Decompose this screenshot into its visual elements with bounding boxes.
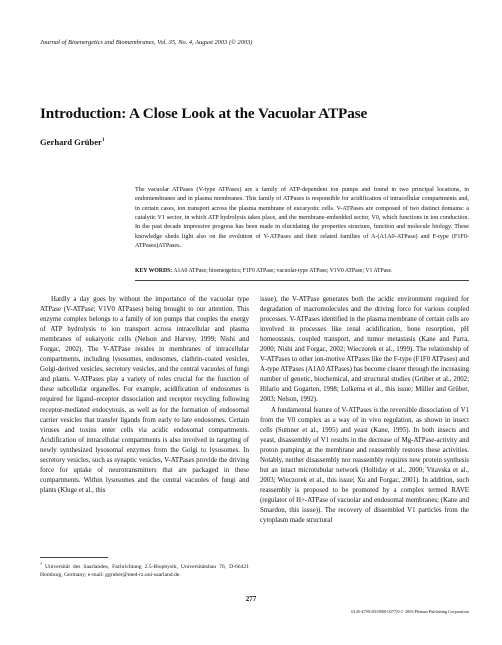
article-title: Introduction: A Close Look at the Vacuolar ATPase <box>40 105 368 123</box>
abstract: The vacuolar ATPases (V-type ATPases) are a family of ATP-dependent ion pumps and found in two principal locations, in endomembranes and in plasma membranes. This family of ATPases is responsible for acidification of intracellular compartments and, in certain cases, ion transport across the plasma membrane of eucaryotic cells. V-ATPases are composed of two distinct domains: a catalytic V1 sector, in which ATP hydrolysis takes place, and the membrane-embedded sector, V0, which functions in ion conduction. In the past decade impressive progress has been made in elucidating the properties structure, function and molecule biology. These knowledge sheds light also on the evolution of V-ATPases and their related families of A-(A1A0-ATPase) and F-type (F1F0-ATPases)ATPases. <box>135 186 469 250</box>
abstract-divider <box>135 280 469 281</box>
page-number: 277 <box>245 595 257 603</box>
copyright-line: 0145-479X/03/0800-0277/0 © 2003 Plenum Publishing Corporation <box>351 609 469 614</box>
author-footnote-mark: 1 <box>101 137 105 144</box>
body-column-left <box>40 295 249 496</box>
footnote-divider <box>40 557 108 558</box>
keywords <box>135 267 469 275</box>
keywords-list: A1A0 ATPase; bioenergetics; F1F0 ATPase; vacuolar-type ATPase; V1V0 ATPase; V1 ATPase. <box>173 268 393 274</box>
footnote-text: Universität des Saarlandes, Fachrichtung 2.5-Biophysik, Universitätsbau 76, D-66421 Homburg, Germany; e-mail: ggruber@med-rz.uni-saarland.de. <box>40 563 249 578</box>
body-paragraph: Hardly a day goes by without the importance of the vacuolar type ATPase (V-ATPase; V1V0 ATPases) being brought to our attention. This enzyme complex belongs to a family of ion pumps that couples the energy of ATP hydrolysis to ion transport across intracellular and plasma membranes of eukaryotic cells (Nelson and Harvey, 1999; Nishi and Forgac, 2002). The V-ATPase resides in membranes of intracellular compartments, including lysosomes, endosomes, clathrin-coated vesicles, Golgi-derived vesicles, secretory vesicles, and the central vacuoles of fungi and plants. V-ATPases play a variety of roles crucial for the function of these subcellular organelles. For example, acidification of endosomes is required for ligand–receptor dissociation and receptor recycling following receptor-mediated endocytosis, as well as for the formation of endosomal carrier vesicles that transfer ligands from early to late endosomes. Certain viruses and toxins enter cells via acidic endosomal compartments. Acidification of intracellular compartments is also involved in targeting of newly synthesized lysosomal enzymes from the Golgi to lysosomes. In secretory vesicles, such as synaptic vesicles, V-ATPases provide the driving force for uptake of neurotransmitters that are packaged in these compartments. Within lysosomes and the central vacuoles of fungi and plants (Kluge et al., this <box>40 296 249 494</box>
footnote <box>40 560 249 579</box>
author-line <box>40 137 105 147</box>
footnote-mark: 1 <box>40 561 42 566</box>
body-paragraph: issue), the V-ATPase generates both the acidic environment required for degradation of macromolecules and the driving force for various coupled processes. V-ATPases identified in the plasma membrane of certain cells are involved in processes like renal acidification, bone resorption, pH homeostasis, coupled transport, and tumor metastasis (Kane and Parra, 2000; Nishi and Forgac, 2002; Wieczorek et al., 1999). The relationship of V-ATPases to other ion-motive ATPases like the F-type (F1F0 ATPases) and A-type ATPases (A1A0 ATPases) has become clearer through the increasing number of genetic, biochemical, and structural studies (Grüber et al., 2002; Hilario and Gogarten, 1998; Lolkema et al., this issue; Müller and Grüber, 2003; Nelson, 1992). <box>260 296 469 404</box>
keywords-label: KEY WORDS: <box>135 268 173 274</box>
body-column-right <box>260 295 469 526</box>
journal-header: Journal of Bioenergetics and Biomembranes, Vol. 35, No. 4, August 2003 (© 2003) <box>40 39 253 46</box>
author-name: Gerhard Grüber <box>40 137 102 147</box>
body-paragraph: A fundamental feature of V-ATPases is the reversible dissociation of V1 from the V0 complex as a way of in vivo regulation, as shown in insect cells (Sumner et al., 1995) and yeast (Kane, 1995). In both insects and yeast, disassembly of V1 results in the decrease of Mg-ATPase-activity and proton pumping at the membrane and reassembly restores these activities. Notably, neither disassembly nor reassembly requires new protein synthesis but an intact microtubular network (Holliday et al., 2000; Vitavska et al., 2003; Wieczorek et al., this issue; Xu and Forgac, 2001). In addition, such reassembly is proposed to be promoted by a complex termed RAVE (regulator of H+-ATPase of vacuolar and endosomal membranes; (Kane and Smardon, this issue)). The recovery of dissembled V1 particles from the cytoplasm made structural <box>260 406 469 525</box>
